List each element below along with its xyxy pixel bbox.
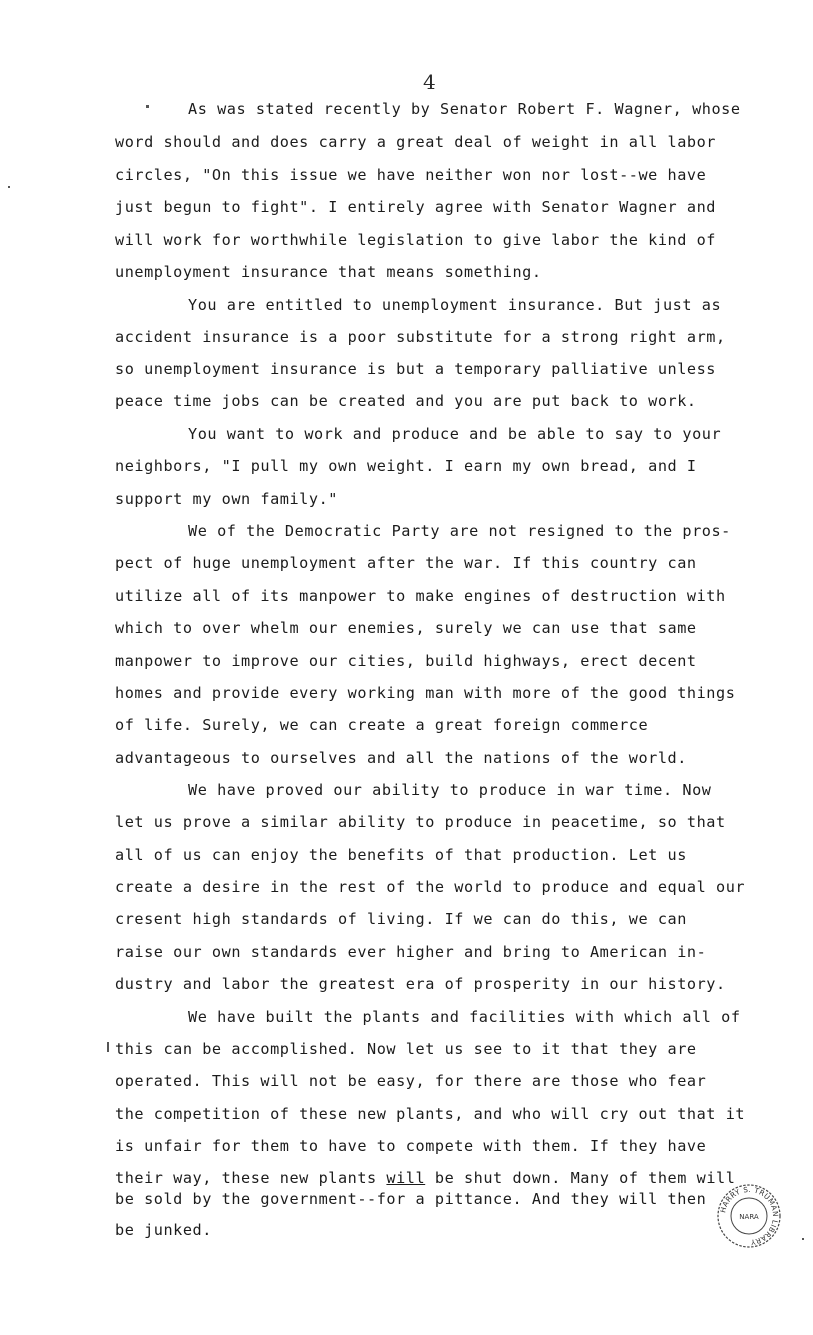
text-line: homes and provide every working man with more of the good things bbox=[115, 684, 736, 702]
stray-mark bbox=[107, 1042, 109, 1052]
text-segment: be shut down. Many of them will bbox=[425, 1169, 736, 1187]
text-line: the competition of these new plants, and who will cry out that it bbox=[115, 1105, 746, 1123]
text-line: create a desire in the rest of the world to produce and equal our bbox=[115, 878, 746, 896]
library-stamp-icon bbox=[716, 1183, 782, 1249]
svg-text:HARRY S. TRUMAN LIBRARY: HARRY S. TRUMAN LIBRARY bbox=[718, 1184, 781, 1248]
underlined-word: will bbox=[386, 1169, 426, 1187]
text-line: be junked. bbox=[115, 1221, 212, 1239]
text-line: peace time jobs can be created and you are put back to work. bbox=[115, 392, 697, 410]
text-line: We have built the plants and facilities with which all of bbox=[188, 1008, 741, 1026]
text-line: cresent high standards of living. If we can do this, we can bbox=[115, 910, 687, 928]
text-line: accident insurance is a poor substitute for a strong right arm, bbox=[115, 328, 726, 346]
text-line: unemployment insurance that means something. bbox=[115, 263, 542, 281]
text-line: operated. This will not be easy, for there are those who fear bbox=[115, 1072, 707, 1090]
text-line: will work for worthwhile legislation to give labor the kind of bbox=[115, 231, 717, 249]
stray-mark bbox=[8, 186, 10, 188]
text-line: be sold by the government--for a pittance. And they will then bbox=[115, 1190, 707, 1208]
text-line: neighbors, "I pull my own weight. I earn my own bread, and I bbox=[115, 457, 697, 475]
stray-mark bbox=[146, 105, 149, 108]
text-line: pect of huge unemployment after the war. If this country can bbox=[115, 554, 697, 572]
text-line: You want to work and produce and be able to say to your bbox=[188, 425, 722, 443]
text-line: word should and does carry a great deal of weight in all labor bbox=[115, 133, 717, 151]
text-line: As was stated recently by Senator Robert F. Wagner, whose bbox=[188, 100, 741, 118]
text-line: all of us can enjoy the benefits of that production. Let us bbox=[115, 846, 687, 864]
text-line: We of the Democratic Party are not resigned to the pros- bbox=[188, 522, 731, 540]
text-line: of life. Surely, we can create a great foreign commerce bbox=[115, 716, 649, 734]
text-line: You are entitled to unemployment insurance. But just as bbox=[188, 296, 722, 314]
text-line: raise our own standards ever higher and bring to American in- bbox=[115, 943, 707, 961]
text-line: dustry and labor the greatest era of prosperity in our history. bbox=[115, 975, 726, 993]
svg-text:NARA: NARA bbox=[739, 1213, 759, 1221]
text-line-with-underline bbox=[115, 1168, 735, 1188]
text-line: advantageous to ourselves and all the nations of the world. bbox=[115, 749, 687, 767]
text-segment: their way, these new plants bbox=[115, 1169, 387, 1187]
text-line: manpower to improve our cities, build highways, erect decent bbox=[115, 652, 697, 670]
stray-mark bbox=[802, 1238, 804, 1240]
text-line: just begun to fight". I entirely agree with Senator Wagner and bbox=[115, 198, 717, 216]
text-line: utilize all of its manpower to make engines of destruction with bbox=[115, 587, 726, 605]
text-line: this can be accomplished. Now let us see to it that they are bbox=[115, 1040, 697, 1058]
text-line: let us prove a similar ability to produce in peacetime, so that bbox=[115, 813, 726, 831]
text-line: is unfair for them to have to compete with them. If they have bbox=[115, 1137, 707, 1155]
text-line: which to over whelm our enemies, surely we can use that same bbox=[115, 619, 697, 637]
text-line: so unemployment insurance is but a temporary palliative unless bbox=[115, 360, 717, 378]
page-number: 4 bbox=[423, 70, 436, 94]
text-line: circles, "On this issue we have neither won nor lost--we have bbox=[115, 166, 707, 184]
text-line: We have proved our ability to produce in war time. Now bbox=[188, 781, 712, 799]
text-line: support my own family." bbox=[115, 490, 338, 508]
